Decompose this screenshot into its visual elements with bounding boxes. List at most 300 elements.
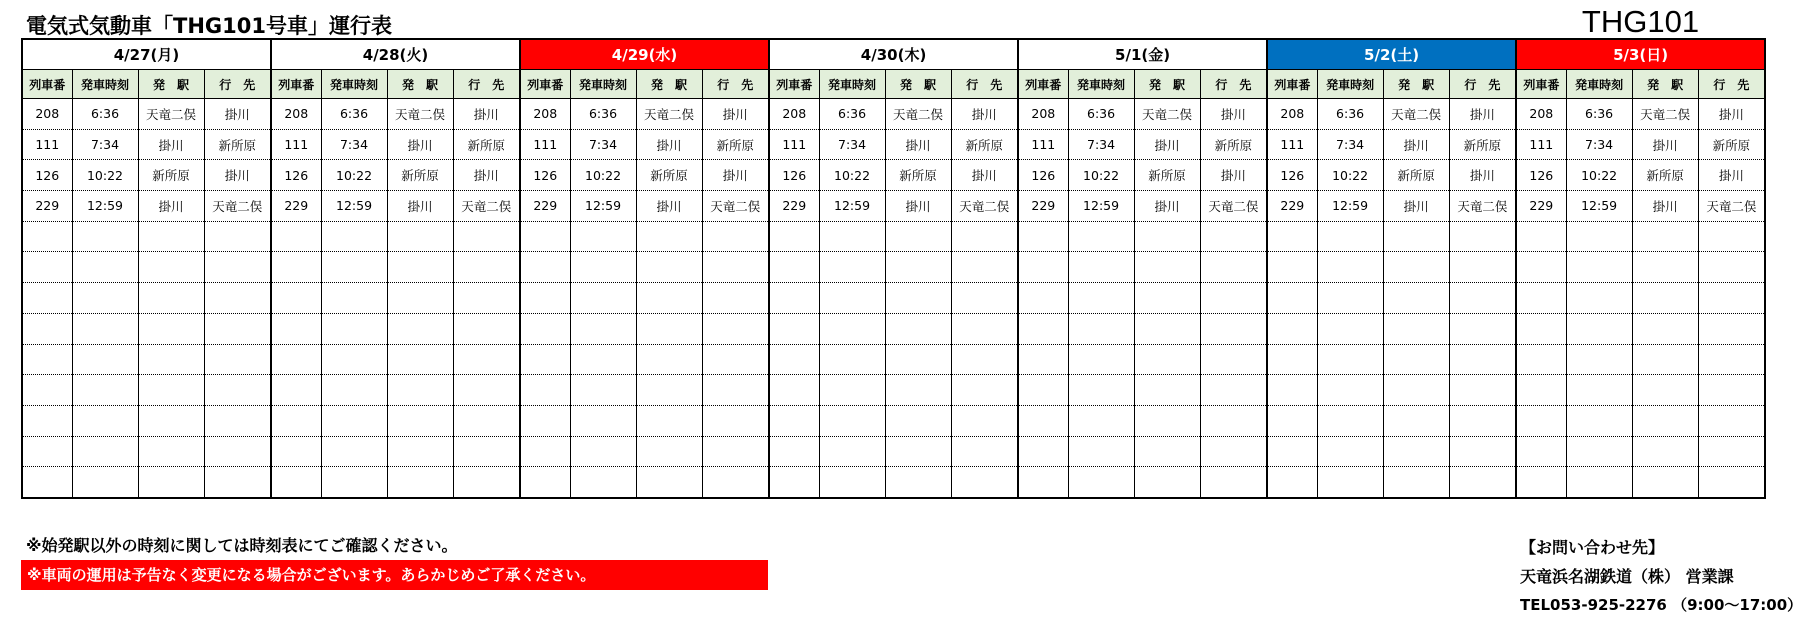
empty-cell: [885, 283, 951, 314]
table-cell: 掛川: [387, 191, 453, 222]
column-header: 発 駅: [1632, 70, 1698, 99]
column-header: 発車時刻: [1317, 70, 1383, 99]
empty-cell: [453, 313, 520, 344]
empty-cell: [769, 436, 819, 467]
empty-cell: [1632, 252, 1698, 283]
empty-cell: [1068, 375, 1134, 406]
table-cell: 208: [271, 99, 321, 130]
table-cell: 7:34: [1317, 129, 1383, 160]
empty-cell: [1383, 375, 1449, 406]
empty-cell: [1317, 436, 1383, 467]
column-header: 発車時刻: [819, 70, 885, 99]
empty-cell: [1317, 344, 1383, 375]
empty-cell: [204, 221, 271, 252]
table-cell: 掛川: [1632, 191, 1698, 222]
empty-cell: [1267, 283, 1317, 314]
day-header: 5/1(金): [1018, 39, 1267, 70]
table-cell: 掛川: [702, 160, 769, 191]
empty-cell: [271, 405, 321, 436]
empty-cell: [22, 375, 72, 406]
empty-cell: [453, 252, 520, 283]
table-cell: 229: [22, 191, 72, 222]
column-header: 行 先: [702, 70, 769, 99]
table-cell: 126: [271, 160, 321, 191]
empty-cell: [1134, 405, 1200, 436]
empty-cell: [1632, 405, 1698, 436]
empty-cell: [1383, 221, 1449, 252]
day-header-row: [22, 39, 1765, 70]
empty-cell: [321, 436, 387, 467]
empty-cell: [1449, 467, 1516, 498]
table-cell: 新所原: [387, 160, 453, 191]
empty-cell: [1449, 344, 1516, 375]
table-cell: 10:22: [321, 160, 387, 191]
empty-cell: [1018, 252, 1068, 283]
empty-cell: [1449, 252, 1516, 283]
empty-cell: [1317, 221, 1383, 252]
column-header: 発車時刻: [1068, 70, 1134, 99]
empty-cell: [204, 344, 271, 375]
column-header: 発車時刻: [570, 70, 636, 99]
empty-cell: [72, 375, 138, 406]
empty-cell: [1566, 436, 1632, 467]
empty-cell: [1632, 375, 1698, 406]
empty-cell: [1018, 375, 1068, 406]
empty-cell: [570, 313, 636, 344]
table-cell: 10:22: [570, 160, 636, 191]
empty-cell: [1200, 313, 1267, 344]
empty-cell: [453, 467, 520, 498]
empty-cell: [769, 313, 819, 344]
table-cell: 掛川: [1449, 160, 1516, 191]
empty-cell: [1383, 283, 1449, 314]
empty-cell: [951, 375, 1018, 406]
empty-cell: [138, 375, 204, 406]
empty-cell: [1516, 283, 1566, 314]
table-cell: 掛川: [453, 160, 520, 191]
table-cell: 12:59: [819, 191, 885, 222]
column-header: 発 駅: [885, 70, 951, 99]
table-cell: 新所原: [1449, 129, 1516, 160]
table-cell: 7:34: [1566, 129, 1632, 160]
table-cell: 掛川: [1449, 99, 1516, 130]
empty-cell: [72, 344, 138, 375]
table-cell: 111: [1267, 129, 1317, 160]
empty-cell: [1134, 375, 1200, 406]
table-cell: 126: [1018, 160, 1068, 191]
column-header-row: [22, 70, 1765, 99]
empty-cell: [1018, 221, 1068, 252]
table-cell: 208: [22, 99, 72, 130]
table-cell: 掛川: [885, 129, 951, 160]
empty-cell: [1698, 344, 1765, 375]
empty-cell: [769, 375, 819, 406]
empty-cell: [819, 405, 885, 436]
empty-cell: [885, 375, 951, 406]
empty-cell: [1566, 283, 1632, 314]
empty-cell: [321, 313, 387, 344]
table-cell: 掛川: [951, 160, 1018, 191]
empty-cell: [22, 252, 72, 283]
table-row: [22, 436, 1765, 467]
day-header: 5/2(土): [1267, 39, 1516, 70]
table-cell: 7:34: [819, 129, 885, 160]
empty-cell: [769, 283, 819, 314]
table-cell: 新所原: [1134, 160, 1200, 191]
table-cell: 229: [1516, 191, 1566, 222]
empty-cell: [271, 436, 321, 467]
empty-cell: [1134, 436, 1200, 467]
empty-cell: [636, 467, 702, 498]
empty-cell: [1516, 221, 1566, 252]
note-vehicle-change-warning: ※車両の運用は予告なく変更になる場合がございます。あらかじめご了承ください。: [21, 560, 768, 590]
empty-cell: [819, 313, 885, 344]
empty-cell: [885, 221, 951, 252]
empty-cell: [1449, 405, 1516, 436]
column-header: 発車時刻: [72, 70, 138, 99]
column-header: 列車番: [1018, 70, 1068, 99]
table-cell: 新所原: [138, 160, 204, 191]
empty-cell: [636, 221, 702, 252]
table-cell: 天竜二俣: [702, 191, 769, 222]
empty-cell: [138, 344, 204, 375]
empty-cell: [570, 375, 636, 406]
empty-cell: [321, 405, 387, 436]
table-cell: 天竜二俣: [1134, 99, 1200, 130]
empty-cell: [138, 313, 204, 344]
empty-cell: [1449, 313, 1516, 344]
table-cell: 掛川: [1383, 129, 1449, 160]
table-cell: 掛川: [1383, 191, 1449, 222]
empty-cell: [1383, 313, 1449, 344]
table-cell: 天竜二俣: [1449, 191, 1516, 222]
day-header: 4/27(月): [22, 39, 271, 70]
empty-cell: [204, 405, 271, 436]
table-cell: 126: [520, 160, 570, 191]
empty-cell: [1267, 344, 1317, 375]
table-cell: 掛川: [885, 191, 951, 222]
empty-cell: [1200, 436, 1267, 467]
empty-cell: [1516, 467, 1566, 498]
empty-cell: [1632, 436, 1698, 467]
table-cell: 天竜二俣: [387, 99, 453, 130]
empty-cell: [1134, 467, 1200, 498]
vehicle-id: THG101: [1581, 4, 1700, 39]
table-cell: 掛川: [204, 99, 271, 130]
empty-cell: [636, 344, 702, 375]
table-cell: 掛川: [1698, 99, 1765, 130]
empty-cell: [1068, 436, 1134, 467]
column-header: 発 駅: [1383, 70, 1449, 99]
table-cell: 掛川: [1134, 129, 1200, 160]
empty-cell: [72, 283, 138, 314]
empty-cell: [271, 344, 321, 375]
empty-cell: [570, 221, 636, 252]
table-cell: 126: [1516, 160, 1566, 191]
empty-cell: [1698, 313, 1765, 344]
page-title: 電気式気動車「THG101号車」運行表: [26, 14, 392, 38]
empty-cell: [1200, 221, 1267, 252]
table-cell: 208: [1516, 99, 1566, 130]
empty-cell: [885, 313, 951, 344]
empty-cell: [951, 313, 1018, 344]
empty-cell: [1383, 436, 1449, 467]
empty-cell: [1632, 221, 1698, 252]
empty-cell: [1698, 252, 1765, 283]
table-row: [22, 99, 1765, 130]
empty-cell: [1068, 344, 1134, 375]
empty-cell: [22, 405, 72, 436]
table-row: [22, 283, 1765, 314]
empty-cell: [453, 283, 520, 314]
column-header: 列車番: [1267, 70, 1317, 99]
empty-cell: [636, 375, 702, 406]
column-header: 列車番: [271, 70, 321, 99]
empty-cell: [1267, 313, 1317, 344]
empty-cell: [1317, 405, 1383, 436]
empty-cell: [387, 252, 453, 283]
table-cell: 208: [1018, 99, 1068, 130]
column-header: 行 先: [1449, 70, 1516, 99]
table-cell: 天竜二俣: [1200, 191, 1267, 222]
table-row: [22, 160, 1765, 191]
table-cell: 6:36: [1566, 99, 1632, 130]
empty-cell: [1566, 313, 1632, 344]
table-cell: 12:59: [1317, 191, 1383, 222]
table-cell: 新所原: [951, 129, 1018, 160]
empty-cell: [702, 436, 769, 467]
day-header: 5/3(日): [1516, 39, 1765, 70]
table-cell: 天竜二俣: [1632, 99, 1698, 130]
table-row: [22, 375, 1765, 406]
empty-cell: [387, 436, 453, 467]
table-cell: 6:36: [321, 99, 387, 130]
empty-cell: [636, 313, 702, 344]
empty-cell: [636, 405, 702, 436]
empty-cell: [1383, 344, 1449, 375]
column-header: 発 駅: [1134, 70, 1200, 99]
empty-cell: [138, 405, 204, 436]
table-cell: 掛川: [1698, 160, 1765, 191]
empty-cell: [1516, 344, 1566, 375]
empty-cell: [321, 283, 387, 314]
empty-cell: [22, 313, 72, 344]
empty-cell: [702, 344, 769, 375]
column-header: 発 駅: [387, 70, 453, 99]
empty-cell: [1200, 252, 1267, 283]
table-cell: 天竜二俣: [138, 99, 204, 130]
empty-cell: [885, 405, 951, 436]
empty-cell: [1516, 252, 1566, 283]
empty-cell: [1200, 467, 1267, 498]
empty-cell: [1383, 252, 1449, 283]
empty-cell: [204, 313, 271, 344]
empty-cell: [1267, 221, 1317, 252]
empty-cell: [951, 405, 1018, 436]
table-row: [22, 129, 1765, 160]
empty-cell: [22, 221, 72, 252]
empty-cell: [271, 221, 321, 252]
table-cell: 新所原: [453, 129, 520, 160]
column-header: 発車時刻: [321, 70, 387, 99]
empty-cell: [1698, 467, 1765, 498]
empty-cell: [1317, 283, 1383, 314]
empty-cell: [22, 283, 72, 314]
table-cell: 新所原: [1698, 129, 1765, 160]
empty-cell: [1516, 405, 1566, 436]
table-cell: 天竜二俣: [636, 99, 702, 130]
empty-cell: [1698, 221, 1765, 252]
empty-cell: [1134, 252, 1200, 283]
empty-cell: [885, 344, 951, 375]
empty-cell: [1134, 313, 1200, 344]
table-cell: 208: [1267, 99, 1317, 130]
empty-cell: [1632, 344, 1698, 375]
empty-cell: [769, 344, 819, 375]
table-row: [22, 252, 1765, 283]
empty-cell: [138, 436, 204, 467]
empty-cell: [1068, 467, 1134, 498]
empty-cell: [1317, 313, 1383, 344]
empty-cell: [1200, 344, 1267, 375]
table-cell: 111: [22, 129, 72, 160]
table-cell: 6:36: [1317, 99, 1383, 130]
empty-cell: [520, 375, 570, 406]
table-cell: 6:36: [570, 99, 636, 130]
empty-cell: [1134, 283, 1200, 314]
table-cell: 掛川: [636, 129, 702, 160]
empty-cell: [702, 252, 769, 283]
empty-cell: [72, 252, 138, 283]
empty-cell: [22, 436, 72, 467]
empty-cell: [1018, 283, 1068, 314]
table-row: [22, 344, 1765, 375]
empty-cell: [1566, 375, 1632, 406]
table-cell: 10:22: [1317, 160, 1383, 191]
empty-cell: [1698, 405, 1765, 436]
table-cell: 7:34: [321, 129, 387, 160]
table-cell: 新所原: [885, 160, 951, 191]
empty-cell: [520, 313, 570, 344]
table-cell: 126: [769, 160, 819, 191]
table-cell: 天竜二俣: [885, 99, 951, 130]
empty-cell: [1566, 467, 1632, 498]
empty-cell: [387, 283, 453, 314]
table-cell: 掛川: [1134, 191, 1200, 222]
timetable: [21, 38, 1766, 499]
table-row: [22, 313, 1765, 344]
empty-cell: [819, 252, 885, 283]
empty-cell: [321, 252, 387, 283]
empty-cell: [321, 221, 387, 252]
empty-cell: [1449, 436, 1516, 467]
empty-cell: [138, 467, 204, 498]
empty-cell: [702, 313, 769, 344]
empty-cell: [1566, 344, 1632, 375]
table-cell: 6:36: [72, 99, 138, 130]
empty-cell: [1516, 313, 1566, 344]
empty-cell: [520, 467, 570, 498]
empty-cell: [204, 283, 271, 314]
empty-cell: [769, 221, 819, 252]
table-cell: 10:22: [1566, 160, 1632, 191]
table-cell: 12:59: [1068, 191, 1134, 222]
table-cell: 掛川: [636, 191, 702, 222]
table-cell: 天竜二俣: [1383, 99, 1449, 130]
empty-cell: [520, 436, 570, 467]
empty-cell: [1068, 313, 1134, 344]
day-header: 4/29(水): [520, 39, 769, 70]
table-cell: 126: [1267, 160, 1317, 191]
column-header: 行 先: [1200, 70, 1267, 99]
empty-cell: [1267, 252, 1317, 283]
empty-cell: [387, 313, 453, 344]
empty-cell: [636, 283, 702, 314]
empty-cell: [1449, 283, 1516, 314]
empty-cell: [1134, 344, 1200, 375]
table-cell: 掛川: [951, 99, 1018, 130]
empty-cell: [1449, 375, 1516, 406]
empty-cell: [1449, 221, 1516, 252]
table-cell: 229: [271, 191, 321, 222]
empty-cell: [1200, 405, 1267, 436]
empty-cell: [769, 405, 819, 436]
empty-cell: [453, 344, 520, 375]
empty-cell: [1267, 375, 1317, 406]
table-cell: 111: [1516, 129, 1566, 160]
empty-cell: [570, 467, 636, 498]
empty-cell: [819, 221, 885, 252]
empty-cell: [72, 221, 138, 252]
table-cell: 12:59: [72, 191, 138, 222]
empty-cell: [819, 436, 885, 467]
empty-cell: [1018, 313, 1068, 344]
empty-cell: [885, 252, 951, 283]
empty-cell: [1698, 375, 1765, 406]
contact-block: [1520, 533, 1802, 620]
table-cell: 掛川: [1200, 99, 1267, 130]
empty-cell: [520, 252, 570, 283]
table-cell: 新所原: [1632, 160, 1698, 191]
empty-cell: [570, 252, 636, 283]
empty-cell: [271, 283, 321, 314]
empty-cell: [387, 467, 453, 498]
table-cell: 12:59: [1566, 191, 1632, 222]
table-cell: 天竜二俣: [1698, 191, 1765, 222]
empty-cell: [1632, 283, 1698, 314]
table-cell: 7:34: [1068, 129, 1134, 160]
empty-cell: [951, 436, 1018, 467]
empty-cell: [1200, 283, 1267, 314]
empty-cell: [570, 436, 636, 467]
day-header: 4/30(木): [769, 39, 1018, 70]
empty-cell: [453, 221, 520, 252]
table-cell: 掛川: [702, 99, 769, 130]
table-cell: 新所原: [1383, 160, 1449, 191]
table-cell: 208: [769, 99, 819, 130]
table-cell: 掛川: [453, 99, 520, 130]
table-cell: 208: [520, 99, 570, 130]
empty-cell: [636, 252, 702, 283]
column-header: 列車番: [1516, 70, 1566, 99]
empty-cell: [321, 467, 387, 498]
empty-cell: [138, 283, 204, 314]
empty-cell: [1383, 405, 1449, 436]
empty-cell: [1018, 405, 1068, 436]
empty-cell: [951, 344, 1018, 375]
empty-cell: [271, 375, 321, 406]
empty-cell: [520, 221, 570, 252]
